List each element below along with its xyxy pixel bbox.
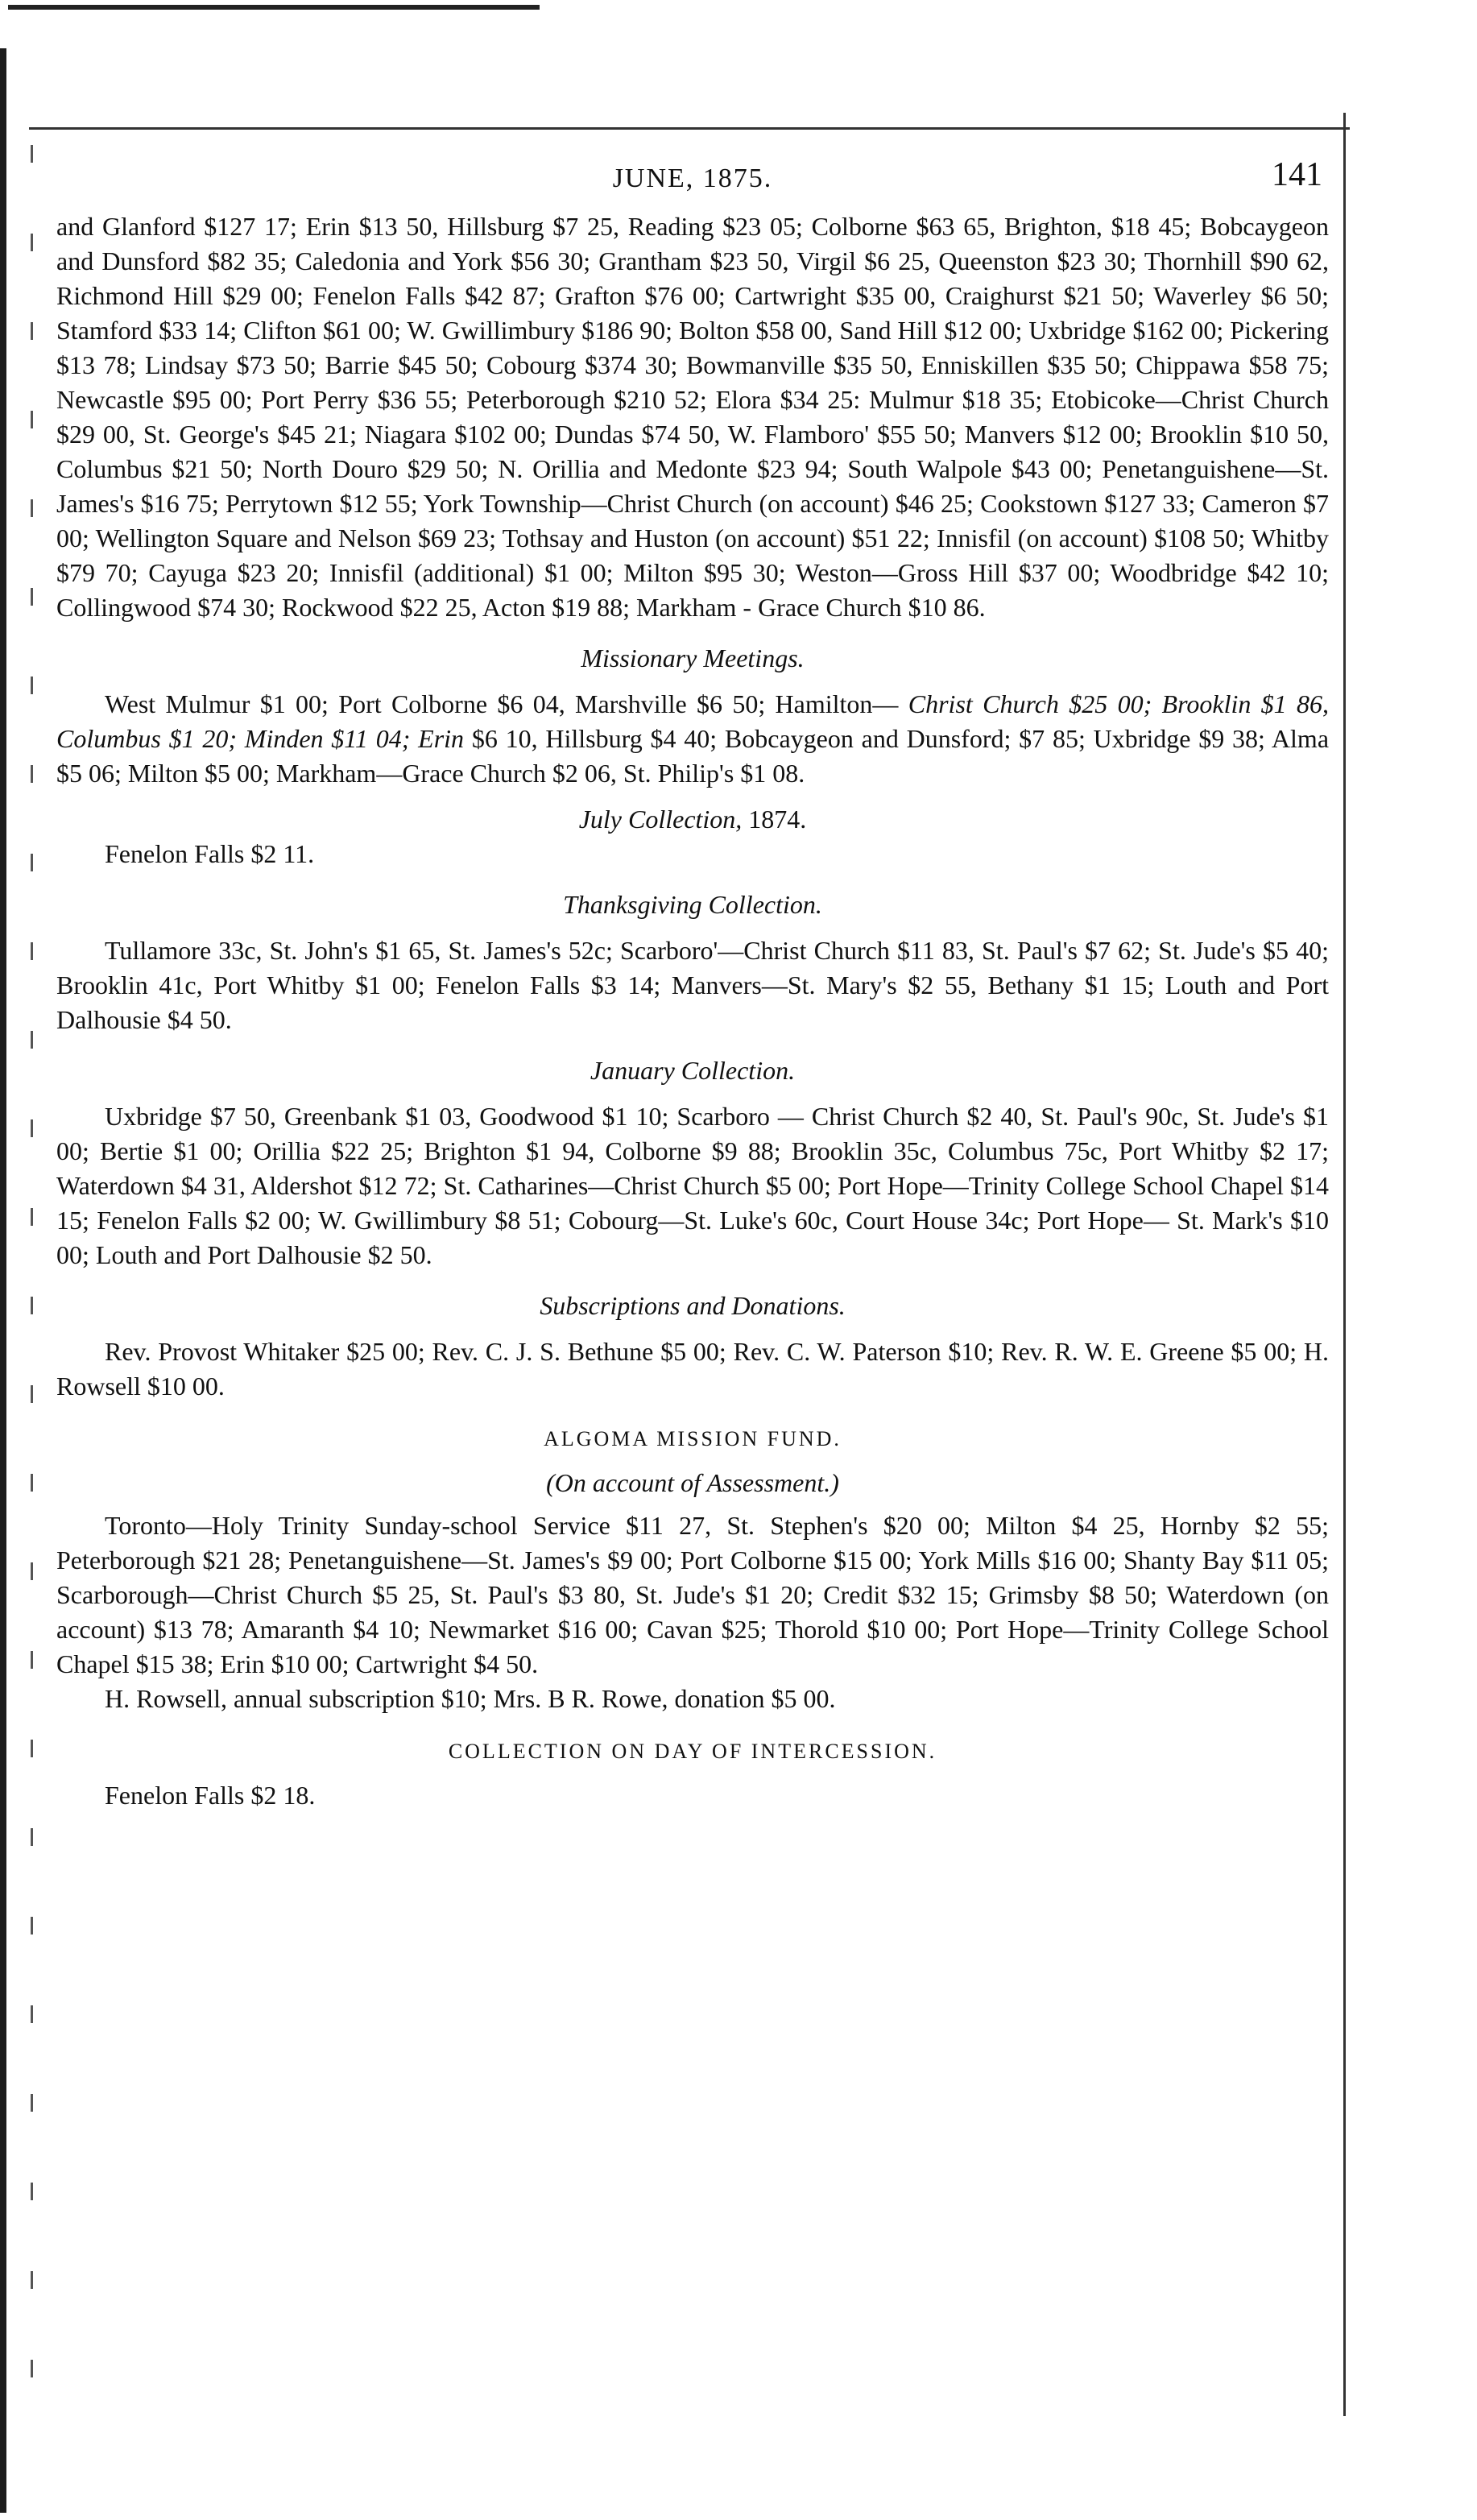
thanksgiving-heading: Thanksgiving Collection. (563, 890, 822, 919)
intercession-heading: COLLECTION ON DAY OF INTERCESSION. (448, 1740, 937, 1763)
frame-left-marks (31, 145, 33, 2400)
top-border-rule (8, 5, 540, 10)
subscriptions-heading: Subscriptions and Donations. (540, 1291, 846, 1320)
algoma-heading: ALGOMA MISSION FUND. (544, 1427, 842, 1450)
page-number: 141 (1272, 156, 1322, 193)
july-section (56, 802, 1329, 871)
intercession-text: Fenelon Falls $2 18. (105, 1781, 316, 1810)
july-heading-year: 1874. (748, 805, 807, 834)
left-page-edge (0, 48, 6, 2513)
january-paragraph: Uxbridge $7 50, Greenbank $1 03, Goodwood $1 10; Scarboro — Christ Church $2 40, St. Paul's 90c, St. Jude's $1 00; Bertie $1 00; Orillia $22 25; Brighton $1 94, Colborne $9 88; Brooklin 35c, Columbus 75c, Port Whitby $2 17; Waterdown $4 31, Aldershot $12 72; St. Catharines—Christ Church $5 00; Port Hope—Trinity College School Chapel $14 15; Fenelon Falls $2 00; W. Gwillimbury $8 51; Cobourg—St. Luke's 60c, Court House 34c; Port Hope— St. Mark's $10 00; Louth and Port Dalhousie $2 50. (56, 1102, 1329, 1269)
algoma-paragraph: Toronto—Holy Trinity Sunday-school Service $11 27, St. Stephen's $20 00; Milton $4 25, Hornby $2 55; Peterborough $21 28; Penetanguishene—St. James's $9 00; Port Colborne $15 00; York Mills $16 00; Shanty Bay $11 05; Scarborough—Christ Church $5 25, St. Paul's $3 80, St. Jude's $1 20; Credit $32 15; Grimsby $8 50; Waterdown (on account) $13 78; Amaranth $4 10; Newmarket $16 00; Cavan $25; Thorold $10 00; Port Hope—Trinity College School Chapel $15 38; Erin $10 00; Cartwright $4 50. (56, 1511, 1329, 1678)
running-title: JUNE, 1875. (612, 163, 773, 193)
missionary-text-1: West Mulmur $1 00; Port Colborne $6 04, Marshville $6 50; Hamilton— (105, 689, 899, 718)
missionary-text-2: $6 10, Hillsburg $4 40; Bobcaygeon and Dunsford; $7 85; Uxbridge $9 38; Alma $5 06; Milton $5 00; Markham—Grace Church $2 06, St. Philip's $1 08. (56, 724, 1330, 788)
algoma-subheading: (On account of Assessment.) (546, 1468, 839, 1497)
page-content (56, 145, 1329, 1813)
subscriptions-paragraph: Rev. Provost Whitaker $25 00; Rev. C. J. S. Bethune $5 00; Rev. C. W. Paterson $10; Rev. R. W. E. Greene $5 00; H. Rowsell $10 00. (56, 1337, 1329, 1401)
july-text: Fenelon Falls $2 11. (105, 839, 315, 868)
frame-top-rule (29, 127, 1350, 130)
missionary-paragraph (56, 687, 1329, 791)
missionary-text-italic: Christ Church $25 00; Brooklin $1 86, Columbus $1 20; Minden $11 04; Erin (56, 689, 1330, 753)
july-heading (56, 802, 1329, 837)
intro-paragraph: and Glanford $127 17; Erin $13 50, Hillsburg $7 25, Reading $23 05; Colborne $63 65, Brighton, $18 45; Bobcaygeon and Dunsford $82 35; Caledonia and York $56 30; Grantham $23 50, Virgil $6 25, Queenston $23 30; Thornhill $90 62, Richmond Hill $29 00; Fenelon Falls $42 87; Grafton $76 00; Cartwright $35 00, Craighurst $21 50; Waverley $6 50; Stamford $33 14; Clifton $61 00; W. Gwillimbury $186 90; Bolton $58 00, Sand Hill $12 00; Uxbridge $162 00; Pickering $13 78; Lindsay $73 50; Barrie $45 50; Cobourg $374 30; Bowmanville $35 50, Enniskillen $35 50; Chippawa $58 75; Newcastle $95 00; Port Perry $36 55; Peterborough $210 52; Elora $34 25: Mulmur $18 35; Etobicoke—Christ Church $29 00, St. George's $45 21; Niagara $102 00; Dundas $74 50, W. Flamboro' $55 50; Manvers $12 00; Brooklin $10 50, Columbus $21 50; North Douro $29 50; N. Orillia and Medonte $23 94; South Walpole $43 00; Penetanguishene—St. James's $16 75; Perrytown $12 55; York Township—Christ Church (on account) $46 25; Cookstown $127 33; Cameron $7 00; Wellington Square and Nelson $69 23; Tothsay and Huston (on account) $51 22; Innisfil (on account) $108 50; Whitby $79 70; Cayuga $23 20; Innisfil (additional) $1 00; Milton $95 30; Weston—Gross Hill $37 00; Woodbridge $42 10; Collingwood $74 30; Rockwood $22 25, Acton $19 88; Markham - Grace Church $10 86. (56, 212, 1329, 622)
algoma-extra-paragraph: H. Rowsell, annual subscription $10; Mrs. B R. Rowe, donation $5 00. (105, 1684, 836, 1713)
thanksgiving-paragraph: Tullamore 33c, St. John's $1 65, St. James's 52c; Scarboro'—Christ Church $11 83, St. Paul's $7 62; St. Jude's $5 40; Brooklin 41c, Port Whitby $1 00; Fenelon Falls $3 14; Manvers—St. Mary's $2 55, Bethany $1 15; Louth and Port Dalhousie $4 50. (56, 936, 1329, 1034)
running-header (56, 145, 1329, 209)
july-heading-label: July Collection, (578, 805, 743, 834)
january-heading: January Collection. (590, 1056, 796, 1085)
frame-right-rule (1343, 113, 1346, 2416)
missionary-heading: Missionary Meetings. (581, 643, 805, 672)
